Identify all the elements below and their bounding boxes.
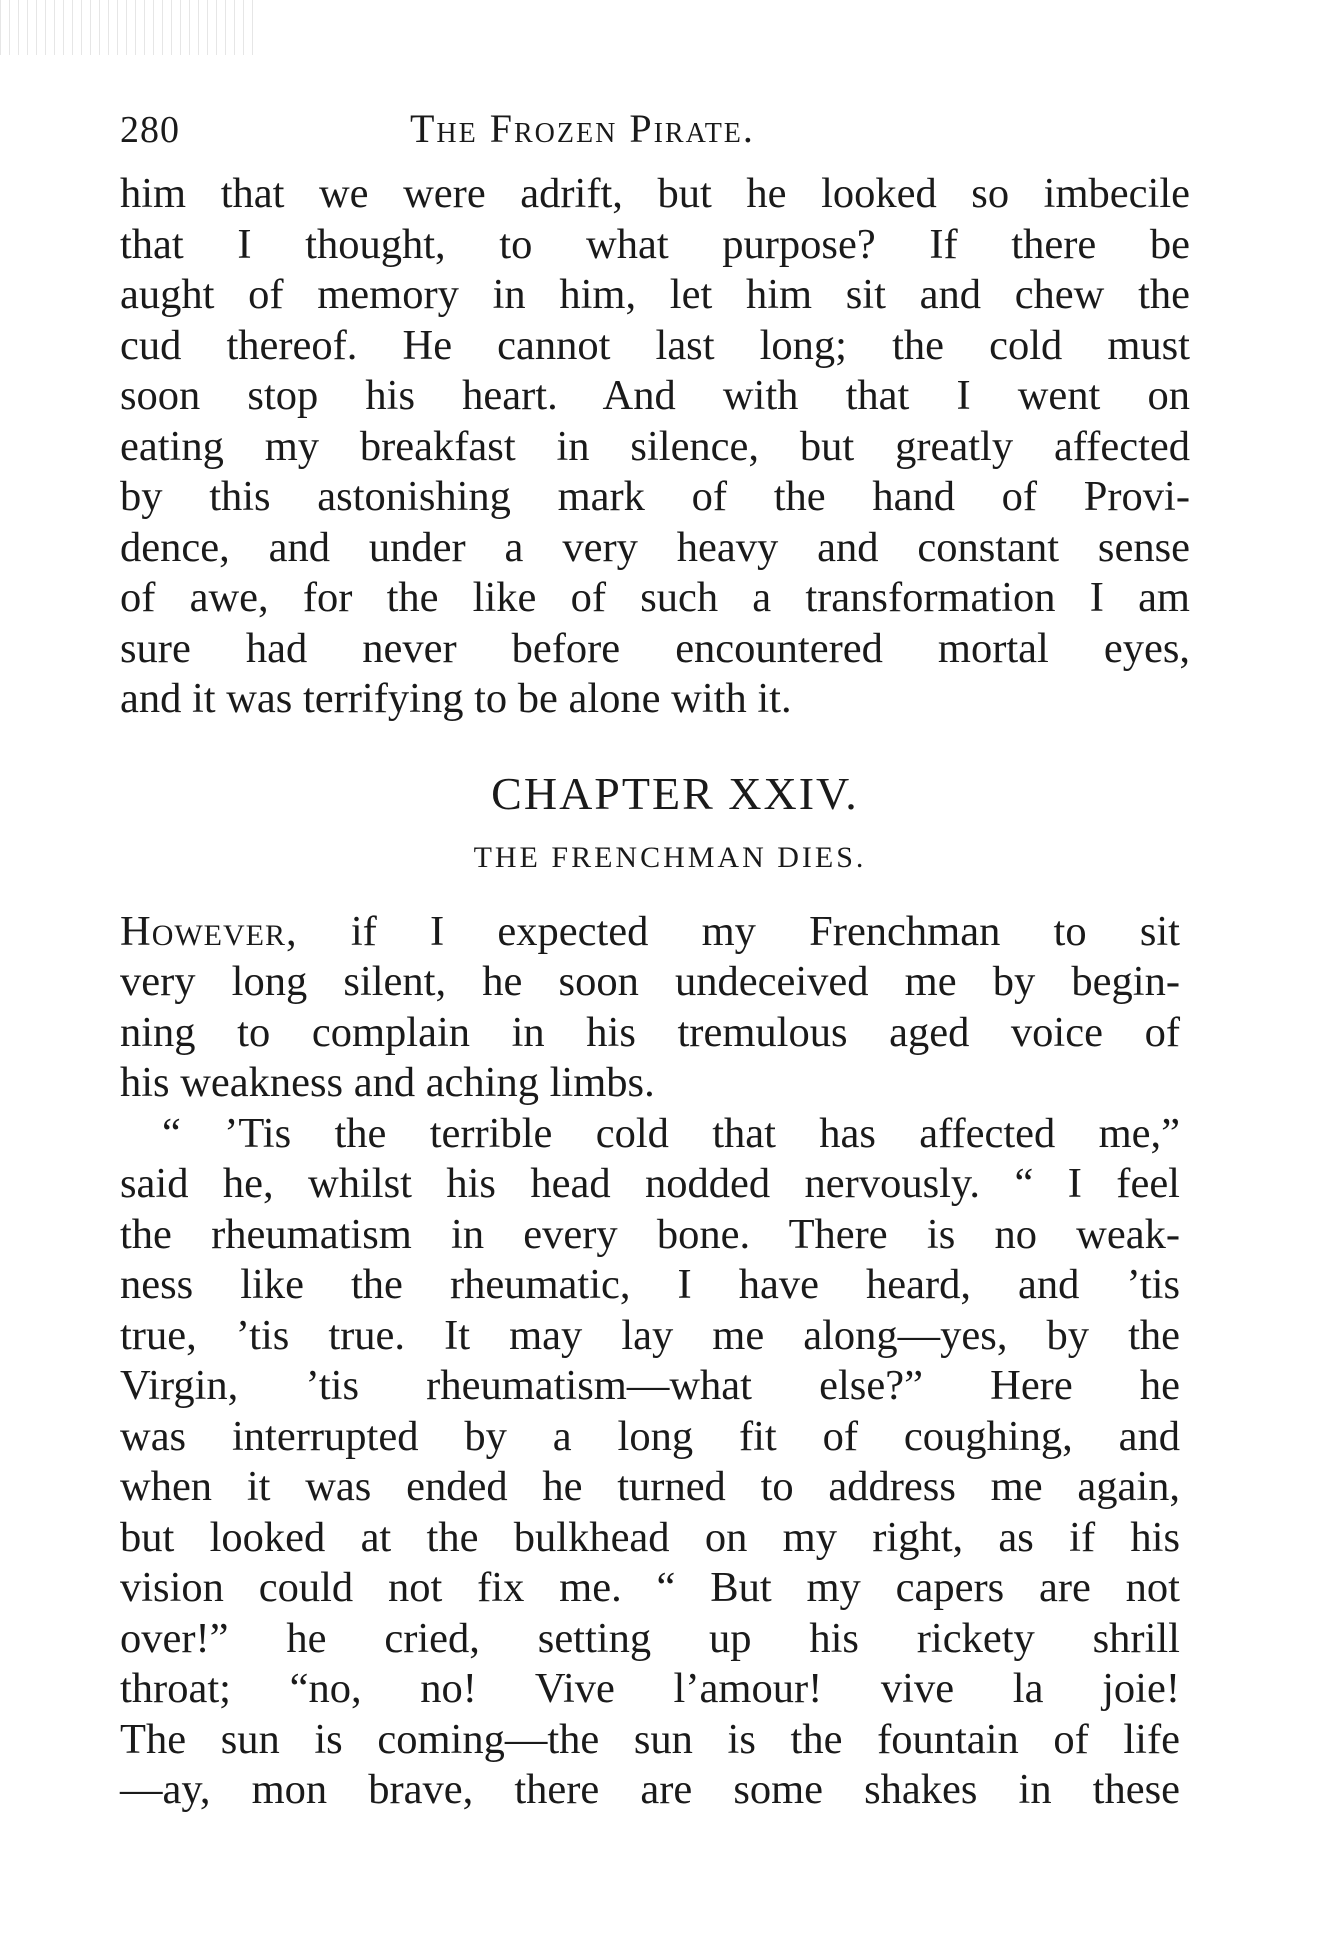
text-line: when it was ended he turned to address me again, bbox=[120, 1463, 1180, 1510]
text-line: throat; “no, no! Vive l’amour! vive la joie! bbox=[120, 1665, 1180, 1712]
text-line: him that we were adrift, but he looked so imbecile bbox=[120, 170, 1190, 217]
text-fragment: if I expected my Frenchman to sit bbox=[297, 907, 1180, 955]
text-line: his weakness and aching limbs. bbox=[120, 1059, 655, 1106]
text-line: aught of memory in him, let him sit and chew the bbox=[120, 271, 1190, 318]
text-line: the rheumatism in every bone. There is no weak- bbox=[120, 1210, 1180, 1258]
text-line: vision could not fix me. “ But my capers are not bbox=[120, 1564, 1180, 1611]
text-line bbox=[120, 907, 1180, 958]
text-line: and it was terrifying to be alone with it. bbox=[120, 675, 792, 722]
scan-noise bbox=[0, 0, 260, 55]
text-line: soon stop his heart. And with that I went on bbox=[120, 372, 1190, 419]
paragraph-2 bbox=[120, 907, 1180, 1109]
text-line: true, ’tis true. It may lay me along—yes, by the bbox=[120, 1311, 1180, 1359]
page-number: 280 bbox=[120, 109, 180, 151]
text-line: but looked at the bulkhead on my right, as if his bbox=[120, 1513, 1180, 1561]
text-line: Virgin, ’tis rheumatism—what else?” Here he bbox=[120, 1362, 1180, 1409]
text-line: The sun is coming—the sun is the fountain of life bbox=[120, 1715, 1180, 1763]
text-line: very long silent, he soon undeceived me by begin- bbox=[120, 958, 1180, 1005]
text-line: “ ’Tis the terrible cold that has affected me,” bbox=[162, 1109, 1180, 1157]
running-title: The Frozen Pirate. bbox=[410, 106, 755, 151]
paragraph-1 bbox=[120, 169, 1190, 725]
text-line: —ay, mon brave, there are some shakes in these bbox=[120, 1766, 1180, 1813]
text-line: was interrupted by a long fit of coughing, and bbox=[120, 1412, 1180, 1460]
text-line: by this astonishing mark of the hand of Provi- bbox=[120, 473, 1190, 520]
text-line: dence, and under a very heavy and constant sense bbox=[120, 523, 1190, 571]
text-line: ness like the rheumatic, I have heard, and ’tis bbox=[120, 1261, 1180, 1308]
text-line: sure had never before encountered mortal eyes, bbox=[120, 624, 1190, 672]
text-line: eating my breakfast in silence, but greatly affected bbox=[120, 422, 1190, 470]
chapter-subtitle: THE FRENCHMAN DIES. bbox=[473, 840, 867, 874]
text-line: ning to complain in his tremulous aged voice of bbox=[120, 1008, 1180, 1056]
chapter-title: CHAPTER XXIV. bbox=[491, 767, 859, 819]
text-line: over!” he cried, setting up his rickety shrill bbox=[120, 1614, 1180, 1662]
text-line: of awe, for the like of such a transformation I am bbox=[120, 574, 1190, 621]
book-page bbox=[120, 105, 1190, 1816]
page-header bbox=[120, 105, 1190, 165]
opening-word: However, bbox=[120, 907, 298, 955]
text-line: that I thought, to what purpose? If there be bbox=[120, 220, 1190, 268]
paragraph-3 bbox=[120, 1109, 1180, 1816]
text-line: said he, whilst his head nodded nervously. “ I feel bbox=[120, 1160, 1180, 1207]
text-line: cud thereof. He cannot last long; the cold must bbox=[120, 321, 1190, 369]
